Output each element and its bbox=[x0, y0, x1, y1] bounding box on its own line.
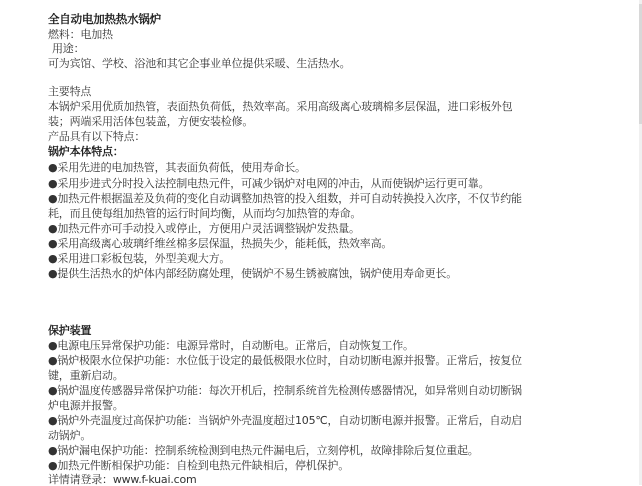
body-feature-item: ●加热元件亦可手动投入或停止，方便用户灵活调整锅炉发热量。 bbox=[48, 222, 360, 235]
body-feature-item: 耗，而且使每组加热管的运行时间均衡，从而均匀加热管的寿命。 bbox=[48, 207, 362, 220]
usage-label: 用途： bbox=[52, 42, 85, 55]
protection-heading: 保护装置 bbox=[48, 324, 92, 337]
protection-item: ●锅炉温度传感器异常保护功能：每次开机后，控制系统首先检测传感器情况，如异常则自动切断锅 bbox=[48, 384, 522, 397]
footer-line bbox=[48, 473, 197, 486]
website-link[interactable]: www.f-kuai.com bbox=[112, 473, 197, 486]
body-feature-item: ●采用进口彩板包装，外型美观大方。 bbox=[48, 252, 231, 265]
body-feature-item: ●提供生活热水的炉体内部经防腐处理，使锅炉不易生锈被腐蚀，锅炉使用寿命更长。 bbox=[48, 267, 457, 280]
protection-item: ●电源电压异常保护功能：电源异常时，自动断电。正常后，自动恢复工作。 bbox=[48, 339, 414, 352]
protection-item: ●锅炉极限水位保护功能：水位低于设定的最低极限水位时，自动切断电源并报警。正常后，按复位 bbox=[48, 354, 522, 367]
protection-item: 动锅炉。 bbox=[48, 429, 92, 442]
protection-item: ●锅炉漏电保护功能：控制系统检测到电热元件漏电后，立刻停机，故障排除后复位重起。 bbox=[48, 444, 479, 457]
protection-item: ●加热元件断相保护功能：自检到电热元件缺相后，停机保护。 bbox=[48, 459, 349, 472]
protection-item: 键，重新启动。 bbox=[48, 369, 124, 382]
features-line: 本锅炉采用优质加热管，表面热负荷低，热效率高。采用高级离心玻璃棉多层保温，进口彩板外包 bbox=[48, 100, 513, 113]
features-line: 装；两端采用活体包装盖，方便安装检修。 bbox=[48, 115, 254, 128]
doc-title: 全自动电加热热水锅炉 bbox=[48, 12, 161, 26]
body-feature-item: ●加热元件根据温差及负荷的变化自动调整加热管的投入组数，并可自动转换投入次序，不仅节约能 bbox=[48, 192, 522, 205]
usage-text: 可为宾馆、学校、浴池和其它企事业单位提供采暖、生活热水。 bbox=[48, 57, 351, 70]
footer-label: 详情请登录： bbox=[48, 473, 113, 486]
protection-item: ●锅炉外壳温度过高保护功能：当锅炉外壳温度超过105℃，自动切断电源并报警。正常后，自动启 bbox=[48, 414, 522, 427]
protection-item: 炉电源并报警。 bbox=[48, 399, 124, 412]
features-heading: 主要特点 bbox=[48, 85, 92, 98]
body-features-heading: 锅炉本体特点： bbox=[48, 145, 124, 158]
body-feature-item: ●采用高级离心玻璃纤维丝棉多层保温，热损失少，能耗低，热效率高。 bbox=[48, 237, 393, 250]
body-feature-item: ●采用先进的电加热管，其表面负荷低，使用寿命长。 bbox=[48, 161, 306, 174]
body-feature-item: ●采用步进式分时投入法控制电热元件，可减少锅炉对电网的冲击，从而使锅炉运行更可靠。 bbox=[48, 177, 490, 190]
fuel-line: 燃料：电加热 bbox=[48, 28, 113, 41]
features-line: 产品具有以下特点： bbox=[48, 130, 146, 143]
